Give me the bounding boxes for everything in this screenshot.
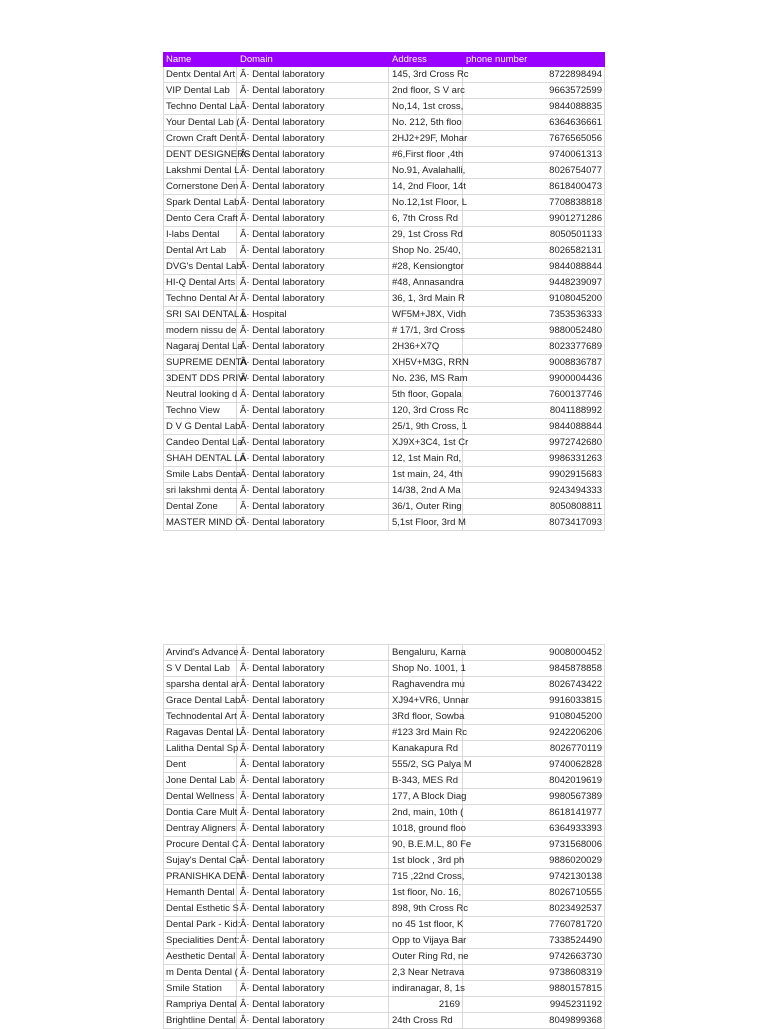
address-cell: Opp to Vijaya Bar bbox=[389, 933, 463, 948]
domain-cell: Â· Dental laboratory bbox=[237, 837, 389, 852]
phone-number-cell: 9844088844 bbox=[463, 419, 605, 434]
table-row bbox=[163, 981, 605, 997]
table-row bbox=[163, 949, 605, 965]
domain-cell: Â· Dental laboratory bbox=[237, 483, 389, 498]
phone-number-cell: 6364636661 bbox=[463, 115, 605, 130]
name-cell: sparsha dental ar bbox=[163, 677, 237, 692]
domain-cell: Â· Dental laboratory bbox=[237, 147, 389, 162]
domain-cell: Â· Dental laboratory bbox=[237, 741, 389, 756]
address-cell: 12, 1st Main Rd, bbox=[389, 451, 463, 466]
table-row bbox=[163, 789, 605, 805]
domain-cell: Â· Dental laboratory bbox=[237, 933, 389, 948]
domain-cell: Â· Dental laboratory bbox=[237, 757, 389, 772]
domain-cell: Â· Dental laboratory bbox=[237, 115, 389, 130]
phone-number-cell: 8050808811 bbox=[463, 499, 605, 514]
name-cell: Dental Park - Kid: bbox=[163, 917, 237, 932]
phone-number-cell: 9242206206 bbox=[463, 725, 605, 740]
domain-cell: Â· Dental laboratory bbox=[237, 853, 389, 868]
domain-cell: Â· Hospital bbox=[237, 307, 389, 322]
address-cell: 36/1, Outer Ring bbox=[389, 499, 463, 514]
phone-number-cell: 9008836787 bbox=[463, 355, 605, 370]
table-row bbox=[163, 901, 605, 917]
name-cell: Dent bbox=[163, 757, 237, 772]
name-cell: Hemanth Dental bbox=[163, 885, 237, 900]
table-row bbox=[163, 773, 605, 789]
address-cell: 5,1st Floor, 3rd M bbox=[389, 515, 463, 530]
address-cell: 24th Cross Rd bbox=[389, 1013, 463, 1028]
domain-cell: Â· Dental laboratory bbox=[237, 869, 389, 884]
domain-cell: Â· Dental laboratory bbox=[237, 645, 389, 660]
address-cell: Outer Ring Rd, ne bbox=[389, 949, 463, 964]
domain-cell: Â· Dental laboratory bbox=[237, 467, 389, 482]
name-cell: Dental Art Lab bbox=[163, 243, 237, 258]
domain-cell: Â· Dental laboratory bbox=[237, 965, 389, 980]
address-cell: 6, 7th Cross Rd bbox=[389, 211, 463, 226]
domain-cell: Â· Dental laboratory bbox=[237, 403, 389, 418]
table-row bbox=[163, 645, 605, 661]
name-cell: Rampriya Dental bbox=[163, 997, 237, 1012]
address-cell: #6,First floor ,4th bbox=[389, 147, 463, 162]
phone-number-cell: 8618400473 bbox=[463, 179, 605, 194]
domain-cell: Â· Dental laboratory bbox=[237, 499, 389, 514]
phone-number-cell: 9731568006 bbox=[463, 837, 605, 852]
phone-number-cell: 8050501133 bbox=[463, 227, 605, 242]
address-cell: XH5V+M3G, RRN bbox=[389, 355, 463, 370]
phone-number-cell: 9008000452 bbox=[463, 645, 605, 660]
phone-number-cell: 8026754077 bbox=[463, 163, 605, 178]
address-cell: 120, 3rd Cross Rc bbox=[389, 403, 463, 418]
table-row bbox=[163, 243, 605, 259]
address-cell: 2,3 Near Netrava bbox=[389, 965, 463, 980]
domain-cell: Â· Dental laboratory bbox=[237, 997, 389, 1012]
domain-cell: Â· Dental laboratory bbox=[237, 195, 389, 210]
address-cell: 898, 9th Cross Rc bbox=[389, 901, 463, 916]
address-cell: indiranagar, 8, 1s bbox=[389, 981, 463, 996]
table-row bbox=[163, 259, 605, 275]
name-cell: HI-Q Dental Arts bbox=[163, 275, 237, 290]
domain-cell: Â· Dental laboratory bbox=[237, 661, 389, 676]
table-row bbox=[163, 211, 605, 227]
table-row bbox=[163, 307, 605, 323]
table-row bbox=[163, 821, 605, 837]
phone-number-cell: 8026770119 bbox=[463, 741, 605, 756]
phone-number-cell: 9900004436 bbox=[463, 371, 605, 386]
phone-number-cell: 7760781720 bbox=[463, 917, 605, 932]
table-row bbox=[163, 99, 605, 115]
phone-number-cell: 9742663730 bbox=[463, 949, 605, 964]
name-cell: Dentray Aligners bbox=[163, 821, 237, 836]
address-cell: 25/1, 9th Cross, 1 bbox=[389, 419, 463, 434]
domain-cell: Â· Dental laboratory bbox=[237, 821, 389, 836]
address-cell: 2nd floor, S V arc bbox=[389, 83, 463, 98]
domain-cell: Â· Dental laboratory bbox=[237, 211, 389, 226]
table-row bbox=[163, 885, 605, 901]
phone-number-cell: 9108045200 bbox=[463, 709, 605, 724]
name-cell: Arvind's Advance bbox=[163, 645, 237, 660]
name-cell: Technodental Art bbox=[163, 709, 237, 724]
name-cell: Brightline Dental bbox=[163, 1013, 237, 1028]
name-cell: Lakshmi Dental L bbox=[163, 163, 237, 178]
phone-number-cell: 9901271286 bbox=[463, 211, 605, 226]
phone-number-cell: 9740062828 bbox=[463, 757, 605, 772]
table-row bbox=[163, 741, 605, 757]
address-cell: 1st floor, No. 16, bbox=[389, 885, 463, 900]
domain-cell: Â· Dental laboratory bbox=[237, 259, 389, 274]
address-cell: No.12,1st Floor, L bbox=[389, 195, 463, 210]
phone-number-cell: 9916033815 bbox=[463, 693, 605, 708]
name-cell: Sujay's Dental Ca bbox=[163, 853, 237, 868]
table-row bbox=[163, 917, 605, 933]
address-cell: 2nd, main, 10th ( bbox=[389, 805, 463, 820]
name-cell: PRANISHKA DEN' bbox=[163, 869, 237, 884]
phone-number-cell: 9844088835 bbox=[463, 99, 605, 114]
domain-cell: Â· Dental laboratory bbox=[237, 773, 389, 788]
name-cell: Spark Dental Lab bbox=[163, 195, 237, 210]
domain-cell: Â· Dental laboratory bbox=[237, 515, 389, 530]
name-cell: Techno Dental La bbox=[163, 99, 237, 114]
name-cell: Jone Dental Lab bbox=[163, 773, 237, 788]
name-cell: Techno View bbox=[163, 403, 237, 418]
table-row bbox=[163, 83, 605, 99]
address-cell: 29, 1st Cross Rd bbox=[389, 227, 463, 242]
table-row bbox=[163, 275, 605, 291]
address-cell: 715 ,22nd Cross, bbox=[389, 869, 463, 884]
domain-cell: Â· Dental laboratory bbox=[237, 885, 389, 900]
address-cell: #123 3rd Main Rc bbox=[389, 725, 463, 740]
table-row bbox=[163, 227, 605, 243]
phone-number-cell: 7353536333 bbox=[463, 307, 605, 322]
domain-cell: Â· Dental laboratory bbox=[237, 693, 389, 708]
phone-number-cell: 8042019619 bbox=[463, 773, 605, 788]
address-cell: Raghavendra mu bbox=[389, 677, 463, 692]
table-row bbox=[163, 419, 605, 435]
table-row bbox=[163, 965, 605, 981]
name-cell: MASTER MIND O bbox=[163, 515, 237, 530]
name-cell: Dentx Dental Art bbox=[163, 67, 237, 82]
header-address: Address bbox=[392, 54, 427, 65]
phone-number-cell: 9845878858 bbox=[463, 661, 605, 676]
table-row bbox=[163, 757, 605, 773]
table-row bbox=[163, 339, 605, 355]
domain-cell: Â· Dental laboratory bbox=[237, 179, 389, 194]
name-cell: Cornerstone Den bbox=[163, 179, 237, 194]
header-name: Name bbox=[166, 54, 192, 65]
address-cell: B-343, MES Rd bbox=[389, 773, 463, 788]
table-row bbox=[163, 163, 605, 179]
phone-number-cell: 8026582131 bbox=[463, 243, 605, 258]
address-cell: No,14, 1st cross, bbox=[389, 99, 463, 114]
table-row bbox=[163, 661, 605, 677]
name-cell: Your Dental Lab ( bbox=[163, 115, 237, 130]
address-cell: 90, B.E.M.L, 80 Fe bbox=[389, 837, 463, 852]
table-row bbox=[163, 291, 605, 307]
address-cell: 2HJ2+29F, Mohar bbox=[389, 131, 463, 146]
table-row bbox=[163, 693, 605, 709]
name-cell: Specialities Dent: bbox=[163, 933, 237, 948]
name-cell: Candeo Dental La bbox=[163, 435, 237, 450]
table-row bbox=[163, 355, 605, 371]
name-cell: DENT DESIGNERS bbox=[163, 147, 237, 162]
header-phone-number: phone number bbox=[466, 54, 528, 65]
table-row bbox=[163, 515, 605, 531]
table-row bbox=[163, 371, 605, 387]
phone-number-cell: 9742130138 bbox=[463, 869, 605, 884]
phone-number-cell: 9980567389 bbox=[463, 789, 605, 804]
phone-number-cell: 8073417093 bbox=[463, 515, 605, 530]
table-row bbox=[163, 483, 605, 499]
phone-number-cell: 9886020029 bbox=[463, 853, 605, 868]
address-cell: 3Rd floor, Sowba bbox=[389, 709, 463, 724]
name-cell: Dental Esthetic S bbox=[163, 901, 237, 916]
address-cell: 177, A Block Diag bbox=[389, 789, 463, 804]
phone-number-cell: 8049899368 bbox=[463, 1013, 605, 1028]
phone-number-cell: 8026710555 bbox=[463, 885, 605, 900]
phone-number-cell: 8618141977 bbox=[463, 805, 605, 820]
name-cell: Grace Dental Lab bbox=[163, 693, 237, 708]
dental-lab-table-2 bbox=[163, 644, 605, 1024]
table-row bbox=[163, 467, 605, 483]
table-row bbox=[163, 499, 605, 515]
name-cell: Procure Dental C bbox=[163, 837, 237, 852]
name-cell: SHAH DENTAL LA bbox=[163, 451, 237, 466]
address-cell: no 45 1st floor, K bbox=[389, 917, 463, 932]
address-cell: #28, Kensiongtor bbox=[389, 259, 463, 274]
dental-lab-table-1 bbox=[163, 52, 605, 531]
domain-cell: Â· Dental laboratory bbox=[237, 677, 389, 692]
name-cell: Lalitha Dental Sp bbox=[163, 741, 237, 756]
phone-number-cell: 9902915683 bbox=[463, 467, 605, 482]
table-1-rows bbox=[163, 67, 605, 531]
name-cell: SUPREME DENTA bbox=[163, 355, 237, 370]
address-cell: XJ94+VR6, Unnar bbox=[389, 693, 463, 708]
address-cell: Kanakapura Rd bbox=[389, 741, 463, 756]
domain-cell: Â· Dental laboratory bbox=[237, 323, 389, 338]
name-cell: Dental Zone bbox=[163, 499, 237, 514]
address-cell: No. 236, MS Ram bbox=[389, 371, 463, 386]
name-cell: m Denta Dental ( bbox=[163, 965, 237, 980]
name-cell: I-labs Dental bbox=[163, 227, 237, 242]
address-cell: 145, 3rd Cross Rc bbox=[389, 67, 463, 82]
name-cell: Dontia Care Mult bbox=[163, 805, 237, 820]
address-cell: No.91, Avalahalli, bbox=[389, 163, 463, 178]
address-cell: Bengaluru, Karna bbox=[389, 645, 463, 660]
table-row bbox=[163, 387, 605, 403]
domain-cell: Â· Dental laboratory bbox=[237, 275, 389, 290]
table-row bbox=[163, 323, 605, 339]
domain-cell: Â· Dental laboratory bbox=[237, 371, 389, 386]
phone-number-cell: 9243494333 bbox=[463, 483, 605, 498]
address-cell: 1st block , 3rd ph bbox=[389, 853, 463, 868]
address-cell: #48, Annasandra bbox=[389, 275, 463, 290]
phone-number-cell: 8722898494 bbox=[463, 67, 605, 82]
address-cell: WF5M+J8X, Vidh bbox=[389, 307, 463, 322]
name-cell: Neutral looking d bbox=[163, 387, 237, 402]
address-cell: 555/2, SG Palya M bbox=[389, 757, 463, 772]
table-row bbox=[163, 435, 605, 451]
table-row bbox=[163, 709, 605, 725]
domain-cell: Â· Dental laboratory bbox=[237, 355, 389, 370]
name-cell: sri lakshmi denta bbox=[163, 483, 237, 498]
phone-number-cell: 9448239097 bbox=[463, 275, 605, 290]
address-cell: 1st main, 24, 4th bbox=[389, 467, 463, 482]
table-row bbox=[163, 997, 605, 1013]
domain-cell: Â· Dental laboratory bbox=[237, 67, 389, 82]
phone-number-cell: 9738608319 bbox=[463, 965, 605, 980]
domain-cell: Â· Dental laboratory bbox=[237, 981, 389, 996]
address-cell: 1018, ground floo bbox=[389, 821, 463, 836]
table-row bbox=[163, 805, 605, 821]
phone-number-cell: 9945231192 bbox=[463, 997, 605, 1012]
domain-cell: Â· Dental laboratory bbox=[237, 419, 389, 434]
domain-cell: Â· Dental laboratory bbox=[237, 435, 389, 450]
table-row bbox=[163, 725, 605, 741]
phone-number-cell: 9880157815 bbox=[463, 981, 605, 996]
phone-number-cell: 9108045200 bbox=[463, 291, 605, 306]
name-cell: Smile Station bbox=[163, 981, 237, 996]
phone-number-cell: 6364933393 bbox=[463, 821, 605, 836]
domain-cell: Â· Dental laboratory bbox=[237, 901, 389, 916]
name-cell: modern nissu de bbox=[163, 323, 237, 338]
table-row bbox=[163, 933, 605, 949]
domain-cell: Â· Dental laboratory bbox=[237, 339, 389, 354]
table-row bbox=[163, 403, 605, 419]
phone-number-cell: 8026743422 bbox=[463, 677, 605, 692]
address-cell: Shop No. 1001, 1 bbox=[389, 661, 463, 676]
phone-number-cell: 7708838818 bbox=[463, 195, 605, 210]
domain-cell: Â· Dental laboratory bbox=[237, 725, 389, 740]
table-row bbox=[163, 451, 605, 467]
table-row bbox=[163, 115, 605, 131]
table-row bbox=[163, 67, 605, 83]
table-row bbox=[163, 147, 605, 163]
table-row bbox=[163, 677, 605, 693]
domain-cell: Â· Dental laboratory bbox=[237, 805, 389, 820]
address-cell: 14/38, 2nd A Ma bbox=[389, 483, 463, 498]
table-2-rows bbox=[163, 644, 605, 1029]
phone-number-cell: 7676565056 bbox=[463, 131, 605, 146]
domain-cell: Â· Dental laboratory bbox=[237, 131, 389, 146]
phone-number-cell: 9880052480 bbox=[463, 323, 605, 338]
domain-cell: Â· Dental laboratory bbox=[237, 291, 389, 306]
phone-number-cell: 7338524490 bbox=[463, 933, 605, 948]
phone-number-cell: 8041188992 bbox=[463, 403, 605, 418]
name-cell: Aesthetic Dental bbox=[163, 949, 237, 964]
table-row bbox=[163, 179, 605, 195]
address-cell: 2H36+X7Q bbox=[389, 339, 463, 354]
domain-cell: Â· Dental laboratory bbox=[237, 949, 389, 964]
phone-number-cell: 7600137746 bbox=[463, 387, 605, 402]
address-cell: 36, 1, 3rd Main R bbox=[389, 291, 463, 306]
phone-number-cell: 9663572599 bbox=[463, 83, 605, 98]
table-row bbox=[163, 869, 605, 885]
domain-cell: Â· Dental laboratory bbox=[237, 99, 389, 114]
phone-number-cell: 9740061313 bbox=[463, 147, 605, 162]
name-cell: Nagaraj Dental La bbox=[163, 339, 237, 354]
name-cell: Crown Craft Dent bbox=[163, 131, 237, 146]
domain-cell: Â· Dental laboratory bbox=[237, 163, 389, 178]
phone-number-cell: 8023492537 bbox=[463, 901, 605, 916]
address-cell: No. 212, 5th floo bbox=[389, 115, 463, 130]
name-cell: 3DENT DDS PRIV/ bbox=[163, 371, 237, 386]
domain-cell: Â· Dental laboratory bbox=[237, 917, 389, 932]
name-cell: Smile Labs Denta bbox=[163, 467, 237, 482]
name-cell: Ragavas Dental L bbox=[163, 725, 237, 740]
table-row bbox=[163, 1013, 605, 1029]
domain-cell: Â· Dental laboratory bbox=[237, 709, 389, 724]
name-cell: SRI SAI DENTAL L bbox=[163, 307, 237, 322]
phone-number-cell: 9972742680 bbox=[463, 435, 605, 450]
name-cell: S V Dental Lab bbox=[163, 661, 237, 676]
table-row bbox=[163, 837, 605, 853]
name-cell: VIP Dental Lab bbox=[163, 83, 237, 98]
address-cell: Shop No. 25/40, bbox=[389, 243, 463, 258]
name-cell: Dental Wellness bbox=[163, 789, 237, 804]
name-cell: D V G Dental Lab bbox=[163, 419, 237, 434]
phone-number-cell: 8023377689 bbox=[463, 339, 605, 354]
phone-number-cell: 9986331263 bbox=[463, 451, 605, 466]
address-cell: XJ9X+3C4, 1st Cr bbox=[389, 435, 463, 450]
header-domain: Domain bbox=[240, 54, 273, 65]
name-cell: Techno Dental Ar bbox=[163, 291, 237, 306]
name-cell: Dento Cera Craft bbox=[163, 211, 237, 226]
address-cell: 2169 bbox=[389, 997, 463, 1012]
address-cell: 14, 2nd Floor, 14t bbox=[389, 179, 463, 194]
domain-cell: Â· Dental laboratory bbox=[237, 83, 389, 98]
table-row bbox=[163, 195, 605, 211]
name-cell: DVG's Dental Lab bbox=[163, 259, 237, 274]
address-cell: # 17/1, 3rd Cross bbox=[389, 323, 463, 338]
domain-cell: Â· Dental laboratory bbox=[237, 227, 389, 242]
domain-cell: Â· Dental laboratory bbox=[237, 1013, 389, 1028]
phone-number-cell: 9844088844 bbox=[463, 259, 605, 274]
header-row bbox=[163, 52, 605, 67]
table-row bbox=[163, 131, 605, 147]
domain-cell: Â· Dental laboratory bbox=[237, 789, 389, 804]
domain-cell: Â· Dental laboratory bbox=[237, 243, 389, 258]
address-cell: 5th floor, Gopala bbox=[389, 387, 463, 402]
domain-cell: Â· Dental laboratory bbox=[237, 387, 389, 402]
table-row bbox=[163, 853, 605, 869]
domain-cell: Â· Dental laboratory bbox=[237, 451, 389, 466]
